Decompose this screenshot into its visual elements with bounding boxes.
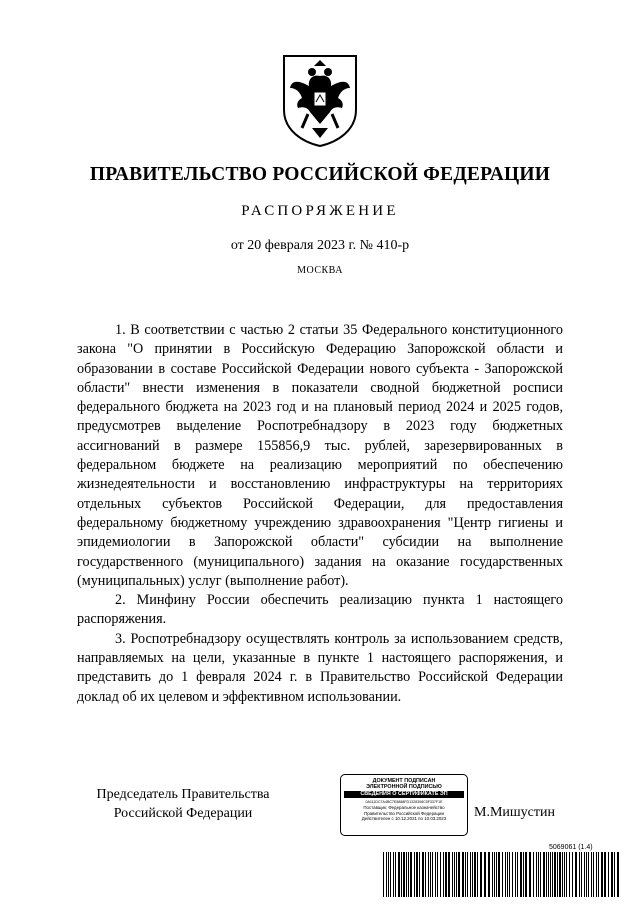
barcode-bar <box>564 852 565 897</box>
stamp-certificate-header: СВЕДЕНИЯ О СЕРТИФИКАТЕ ЭП <box>344 791 464 798</box>
barcode-bar <box>406 852 407 897</box>
barcode-bar <box>480 852 482 897</box>
barcode-bar <box>416 852 418 897</box>
barcode-bar <box>425 852 426 897</box>
barcode-bar <box>467 852 468 897</box>
barcode-bar <box>445 852 447 897</box>
barcode-bar <box>448 852 450 897</box>
barcode-bar <box>512 852 513 897</box>
document-city: МОСКВА <box>297 265 343 276</box>
barcode-bar <box>403 852 405 897</box>
barcode-bar <box>477 852 478 897</box>
barcode-bar <box>398 852 400 897</box>
barcode-bar <box>408 852 409 897</box>
document-date-number: от 20 февраля 2023 г. № 410-р <box>230 238 410 253</box>
order-body <box>77 321 563 707</box>
barcode-bar <box>472 852 473 897</box>
order-paragraph-1: 1. В соответствии с частью 2 статьи 35 Федерального конституционного закона "О принятии в Российскую Федерацию Запорожской области и образовании в составе Российской Федерации нового субъекта - Запорожской области" внести изменения в показатели сводной бюджетной росписи федерального бюджета на 2023 год и на плановый период 2024 и 2025 годов, предусмотрев выделение Роспотребнадзору в 2023 году бюджетных ассигнований в размере 155856,9 тыс. рублей, зарезервированных в федеральном бюджете на реализацию мероприятий по обеспечению жизнедеятельности и восстановлению инфраструктуры на территориях отдельных субъектов Российской Федерации, для предоставления федеральному бюджетному учреждению здравоохранения "Центр гигиены и эпидемиологии в Запорожской области" субсидии на выполнение государственного (муниципального) задания на оказание государственных (муниципальных) услуг (выполнение работ). <box>77 322 563 589</box>
signatory-position-line2: Российской Федерации <box>113 806 253 821</box>
barcode-bar <box>586 852 587 897</box>
barcode-bar <box>507 852 508 897</box>
barcode-bar <box>432 852 433 897</box>
barcode-bar <box>591 852 592 897</box>
barcode-bar <box>601 852 603 897</box>
stamp-issuer-line2: Правительство Российской Федерации <box>364 810 444 816</box>
barcode-bar <box>494 852 495 897</box>
barcode-bar <box>428 852 429 897</box>
barcode-bar <box>496 852 497 897</box>
signatory-name: М.Мишустин <box>474 805 555 820</box>
barcode-bar <box>525 852 527 897</box>
barcode <box>383 852 619 897</box>
barcode-bar <box>484 852 486 897</box>
barcode-bar <box>474 852 476 897</box>
barcode-bar <box>552 852 553 897</box>
barcode-bar <box>393 852 394 897</box>
signatory-position <box>78 785 288 823</box>
barcode-bar <box>515 852 516 897</box>
document-code: 5069061 (1.4) <box>549 844 593 851</box>
barcode-bar <box>572 852 573 897</box>
barcode-bar <box>414 852 415 897</box>
barcode-bar <box>559 852 561 897</box>
barcode-bar <box>390 852 391 897</box>
barcode-bar <box>470 852 471 897</box>
barcode-bar <box>614 852 615 897</box>
barcode-bar <box>540 852 541 897</box>
barcode-bar <box>536 852 537 897</box>
barcode-bar <box>509 852 510 897</box>
barcode-bar <box>410 852 412 897</box>
barcode-bar <box>617 852 619 897</box>
barcode-bar <box>569 852 570 897</box>
barcode-bar <box>419 852 420 897</box>
barcode-bar <box>562 852 563 897</box>
barcode-bar <box>452 852 453 897</box>
barcode-bar <box>557 852 558 897</box>
barcode-bar <box>608 852 609 897</box>
barcode-bar <box>611 852 613 897</box>
barcode-bar <box>422 852 424 897</box>
stamp-line1: ДОКУМЕНТ ПОДПИСАН <box>372 778 436 784</box>
barcode-bar <box>604 852 606 897</box>
barcode-bar <box>581 852 582 897</box>
document-type: РАСПОРЯЖЕНИЕ <box>241 203 399 219</box>
barcode-bar <box>546 852 547 897</box>
barcode-bar <box>523 852 524 897</box>
barcode-bar <box>579 852 580 897</box>
barcode-bar <box>598 852 599 897</box>
barcode-bar <box>388 852 389 897</box>
digital-signature-stamp <box>340 774 468 836</box>
barcode-bar <box>505 852 506 897</box>
barcode-bar <box>440 852 441 897</box>
barcode-bar <box>395 852 396 897</box>
barcode-bar <box>435 852 436 897</box>
barcode-bar <box>548 852 549 897</box>
stamp-issuer-line1: Поставщик: Федеральное казначейство <box>363 805 445 810</box>
barcode-bar <box>488 852 490 897</box>
barcode-bar <box>430 852 431 897</box>
order-paragraph-2: 2. Минфину России обеспечить реализацию пункта 1 настоящего распоряжения. <box>77 592 563 628</box>
barcode-bar <box>543 852 545 897</box>
barcode-bar <box>462 852 464 897</box>
stamp-certificate-id: 0A111DC7A4BC7E8888FD1328308C5F337F1E <box>365 800 443 804</box>
stamp-validity: Действителен с 10.12.2021 по 10.03.2023 <box>361 816 447 821</box>
coat-of-arms-icon <box>278 52 362 148</box>
barcode-bar <box>593 852 594 897</box>
barcode-bar <box>383 852 384 897</box>
barcode-bar <box>533 852 534 897</box>
barcode-bar <box>492 852 493 897</box>
barcode-bar <box>498 852 500 897</box>
barcode-bar <box>538 852 539 897</box>
barcode-bar <box>588 852 589 897</box>
barcode-bar <box>458 852 460 897</box>
signatory-position-line1: Председатель Правительства <box>96 787 270 802</box>
barcode-bar <box>529 852 531 897</box>
barcode-bar <box>517 852 518 897</box>
barcode-bar <box>520 852 522 897</box>
barcode-bar <box>454 852 455 897</box>
barcode-bar <box>566 852 567 897</box>
barcode-bar <box>437 852 438 897</box>
barcode-bar <box>584 852 585 897</box>
barcode-bar <box>456 852 457 897</box>
barcode-bar <box>575 852 577 897</box>
barcode-bar <box>596 852 597 897</box>
barcode-bar <box>386 852 387 897</box>
barcode-bar <box>554 852 556 897</box>
barcode-bar <box>550 852 551 897</box>
barcode-bar <box>465 852 466 897</box>
barcode-bar <box>502 852 503 897</box>
order-paragraph-3: 3. Роспотребнадзору осуществлять контроль за использованием средств, направляемых на цели, указанные в пункте 1 настоящего распоряжения, и представить до 1 февраля 2024 г. в Правительство Российской Федерации доклад об их целевом и эффективном использовании. <box>77 630 563 705</box>
barcode-bar <box>401 852 402 897</box>
barcode-bar <box>443 852 444 897</box>
government-title: ПРАВИТЕЛЬСТВО РОССИЙСКОЙ ФЕДЕРАЦИИ <box>89 164 551 185</box>
stamp-line2: ЭЛЕКТРОННОЙ ПОДПИСЬЮ <box>366 784 442 790</box>
